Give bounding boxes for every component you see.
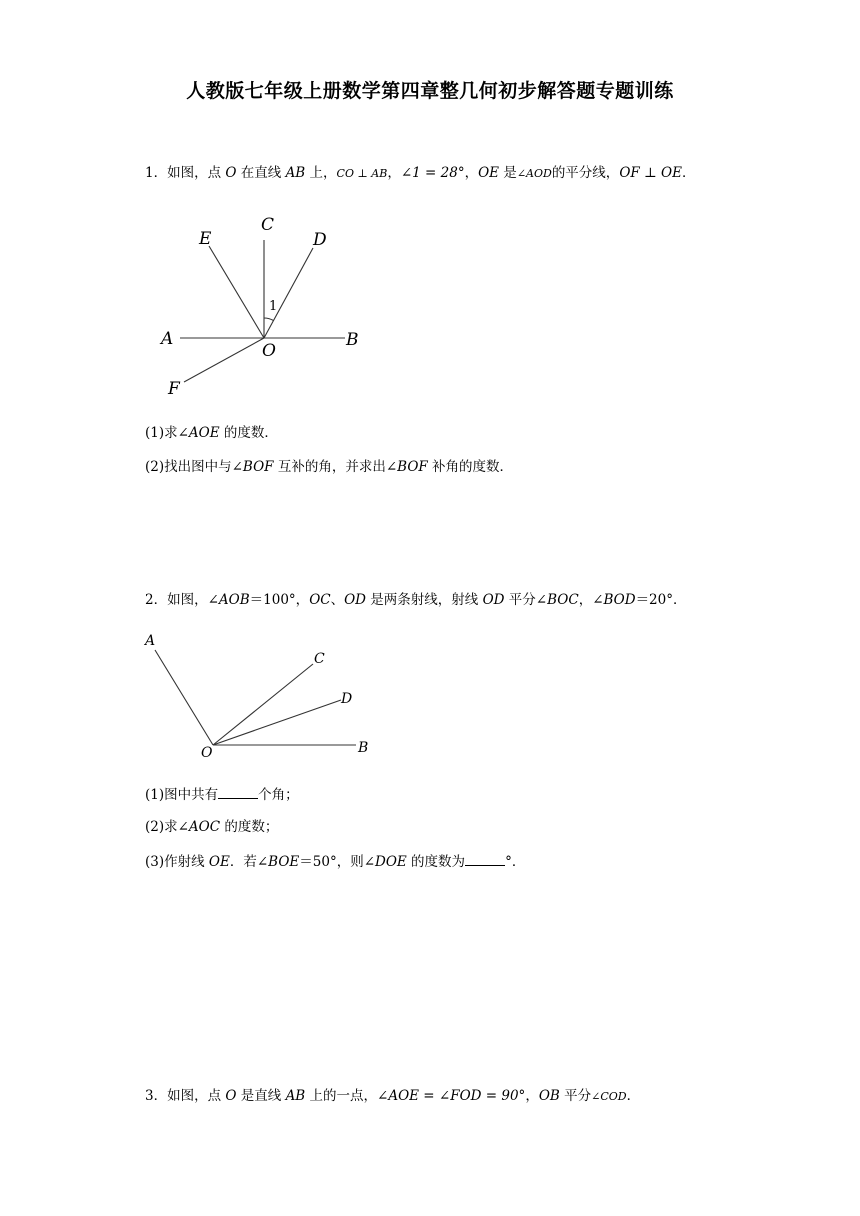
q2-var: OC <box>309 592 331 608</box>
q2-sub3-text: 的度数为 <box>406 854 466 870</box>
q1-var: CO ⊥ AB <box>336 167 388 180</box>
q3-text: 平分 <box>559 1088 592 1104</box>
label-e: E <box>199 229 212 249</box>
q2-var: ∠AOB <box>207 592 250 608</box>
q2-sub2 <box>145 818 278 836</box>
q3-text: 上的一点， <box>305 1088 378 1104</box>
q1-text: 的平分线， <box>551 165 620 181</box>
q3-var: ∠COD <box>591 1090 627 1103</box>
q1-sub2-var: ∠BOF <box>385 459 428 475</box>
q2-sub3-text: ．若 <box>229 854 257 870</box>
q1-text: ， <box>387 165 401 181</box>
q3-stem <box>145 1087 640 1106</box>
label-c: C <box>261 215 275 235</box>
q2-text: 平分 <box>504 592 536 608</box>
q2-sub3-text: (3)作射线 <box>145 854 209 870</box>
label-b: B <box>346 330 359 350</box>
q1-text: ， <box>464 165 479 181</box>
q3-var: OB <box>538 1088 560 1104</box>
q1-text: 1．如图，点 <box>145 165 226 181</box>
q1-sub1-text: (1)求 <box>145 425 178 441</box>
label-o: O <box>262 341 276 361</box>
q1-sub2-text: (2)找出图中与 <box>145 459 232 475</box>
q2-sub2-text: (2)求 <box>145 819 178 835</box>
q1-text: 上， <box>305 165 337 181</box>
q1-text: 在直线 <box>236 165 286 181</box>
answer-blank[interactable] <box>218 785 258 799</box>
q2-text: ＝100°， <box>249 592 310 608</box>
q2-sub3-var: OE <box>208 854 230 870</box>
q1-var: OF ⊥ OE <box>619 165 682 181</box>
q2-var: OD <box>482 592 505 608</box>
label-c: C <box>314 651 325 667</box>
q3-text: ， <box>525 1088 539 1104</box>
q3-var: ∠AOE = ∠FOD = 90° <box>377 1088 526 1104</box>
q2-stem <box>145 591 687 609</box>
q2-sub2-text: 的度数； <box>220 819 279 835</box>
q2-sub3-text: ＝50°，则 <box>299 854 364 870</box>
q2-text: 、 <box>330 592 345 608</box>
q2-sub3 <box>145 852 525 871</box>
q1-sub2-var: ∠BOF <box>231 459 274 475</box>
q3-text: ． <box>626 1088 641 1104</box>
q1-sub1-text: 的度数． <box>219 425 278 441</box>
q1-var: O <box>225 165 237 181</box>
q1-text: ． <box>681 165 696 181</box>
q1-text: 是 <box>499 165 517 181</box>
q2-text: ＝20°． <box>635 592 687 608</box>
label-b: B <box>358 740 369 756</box>
page-title: 人教版七年级上册数学第四章整几何初步解答题专题训练 <box>186 80 674 102</box>
q2-var: ∠BOD <box>592 592 636 608</box>
q1-sub1-var: ∠AOE <box>177 425 220 441</box>
label-d: D <box>313 230 327 250</box>
q3-text: 3．如图，点 <box>145 1088 226 1104</box>
q3-var: AB <box>285 1088 306 1104</box>
q3-var: O <box>225 1088 237 1104</box>
q2-var: ∠BOC <box>535 592 579 608</box>
q2-var: OD <box>344 592 366 608</box>
q1-var: ∠AOD <box>516 167 552 180</box>
q2-sub1 <box>145 785 299 804</box>
q1-sub2 <box>145 458 513 476</box>
q1-var: ∠1 = 28° <box>400 165 465 181</box>
label-d: D <box>341 691 353 707</box>
label-f: F <box>168 379 180 399</box>
label-o: O <box>201 745 213 761</box>
q1-stem <box>145 164 695 183</box>
q2-sub3-var: ∠BOE <box>256 854 300 870</box>
q1-sub2-text: 互补的角，并求出 <box>273 459 386 475</box>
q3-text: 是直线 <box>236 1088 286 1104</box>
q1-var: OE <box>478 165 500 181</box>
q2-sub2-var: ∠AOC <box>177 819 221 835</box>
q2-sub3-text: °． <box>505 854 526 870</box>
q2-text: 2．如图， <box>145 592 208 608</box>
angle-1-label: 1 <box>269 299 278 314</box>
q2-text: ， <box>578 592 593 608</box>
q2-sub1-text: (1)图中共有 <box>145 787 219 803</box>
q2-text: 是两条射线，射线 <box>366 592 483 608</box>
q1-var: AB <box>285 165 306 181</box>
label-a: A <box>161 329 174 349</box>
q1-sub1 <box>145 424 278 442</box>
q2-sub3-var: ∠DOE <box>363 854 407 870</box>
q2-sub1-text: 个角； <box>258 787 299 803</box>
label-a: A <box>145 633 156 649</box>
q1-sub2-text: 补角的度数． <box>427 459 514 475</box>
answer-blank[interactable] <box>465 852 505 866</box>
